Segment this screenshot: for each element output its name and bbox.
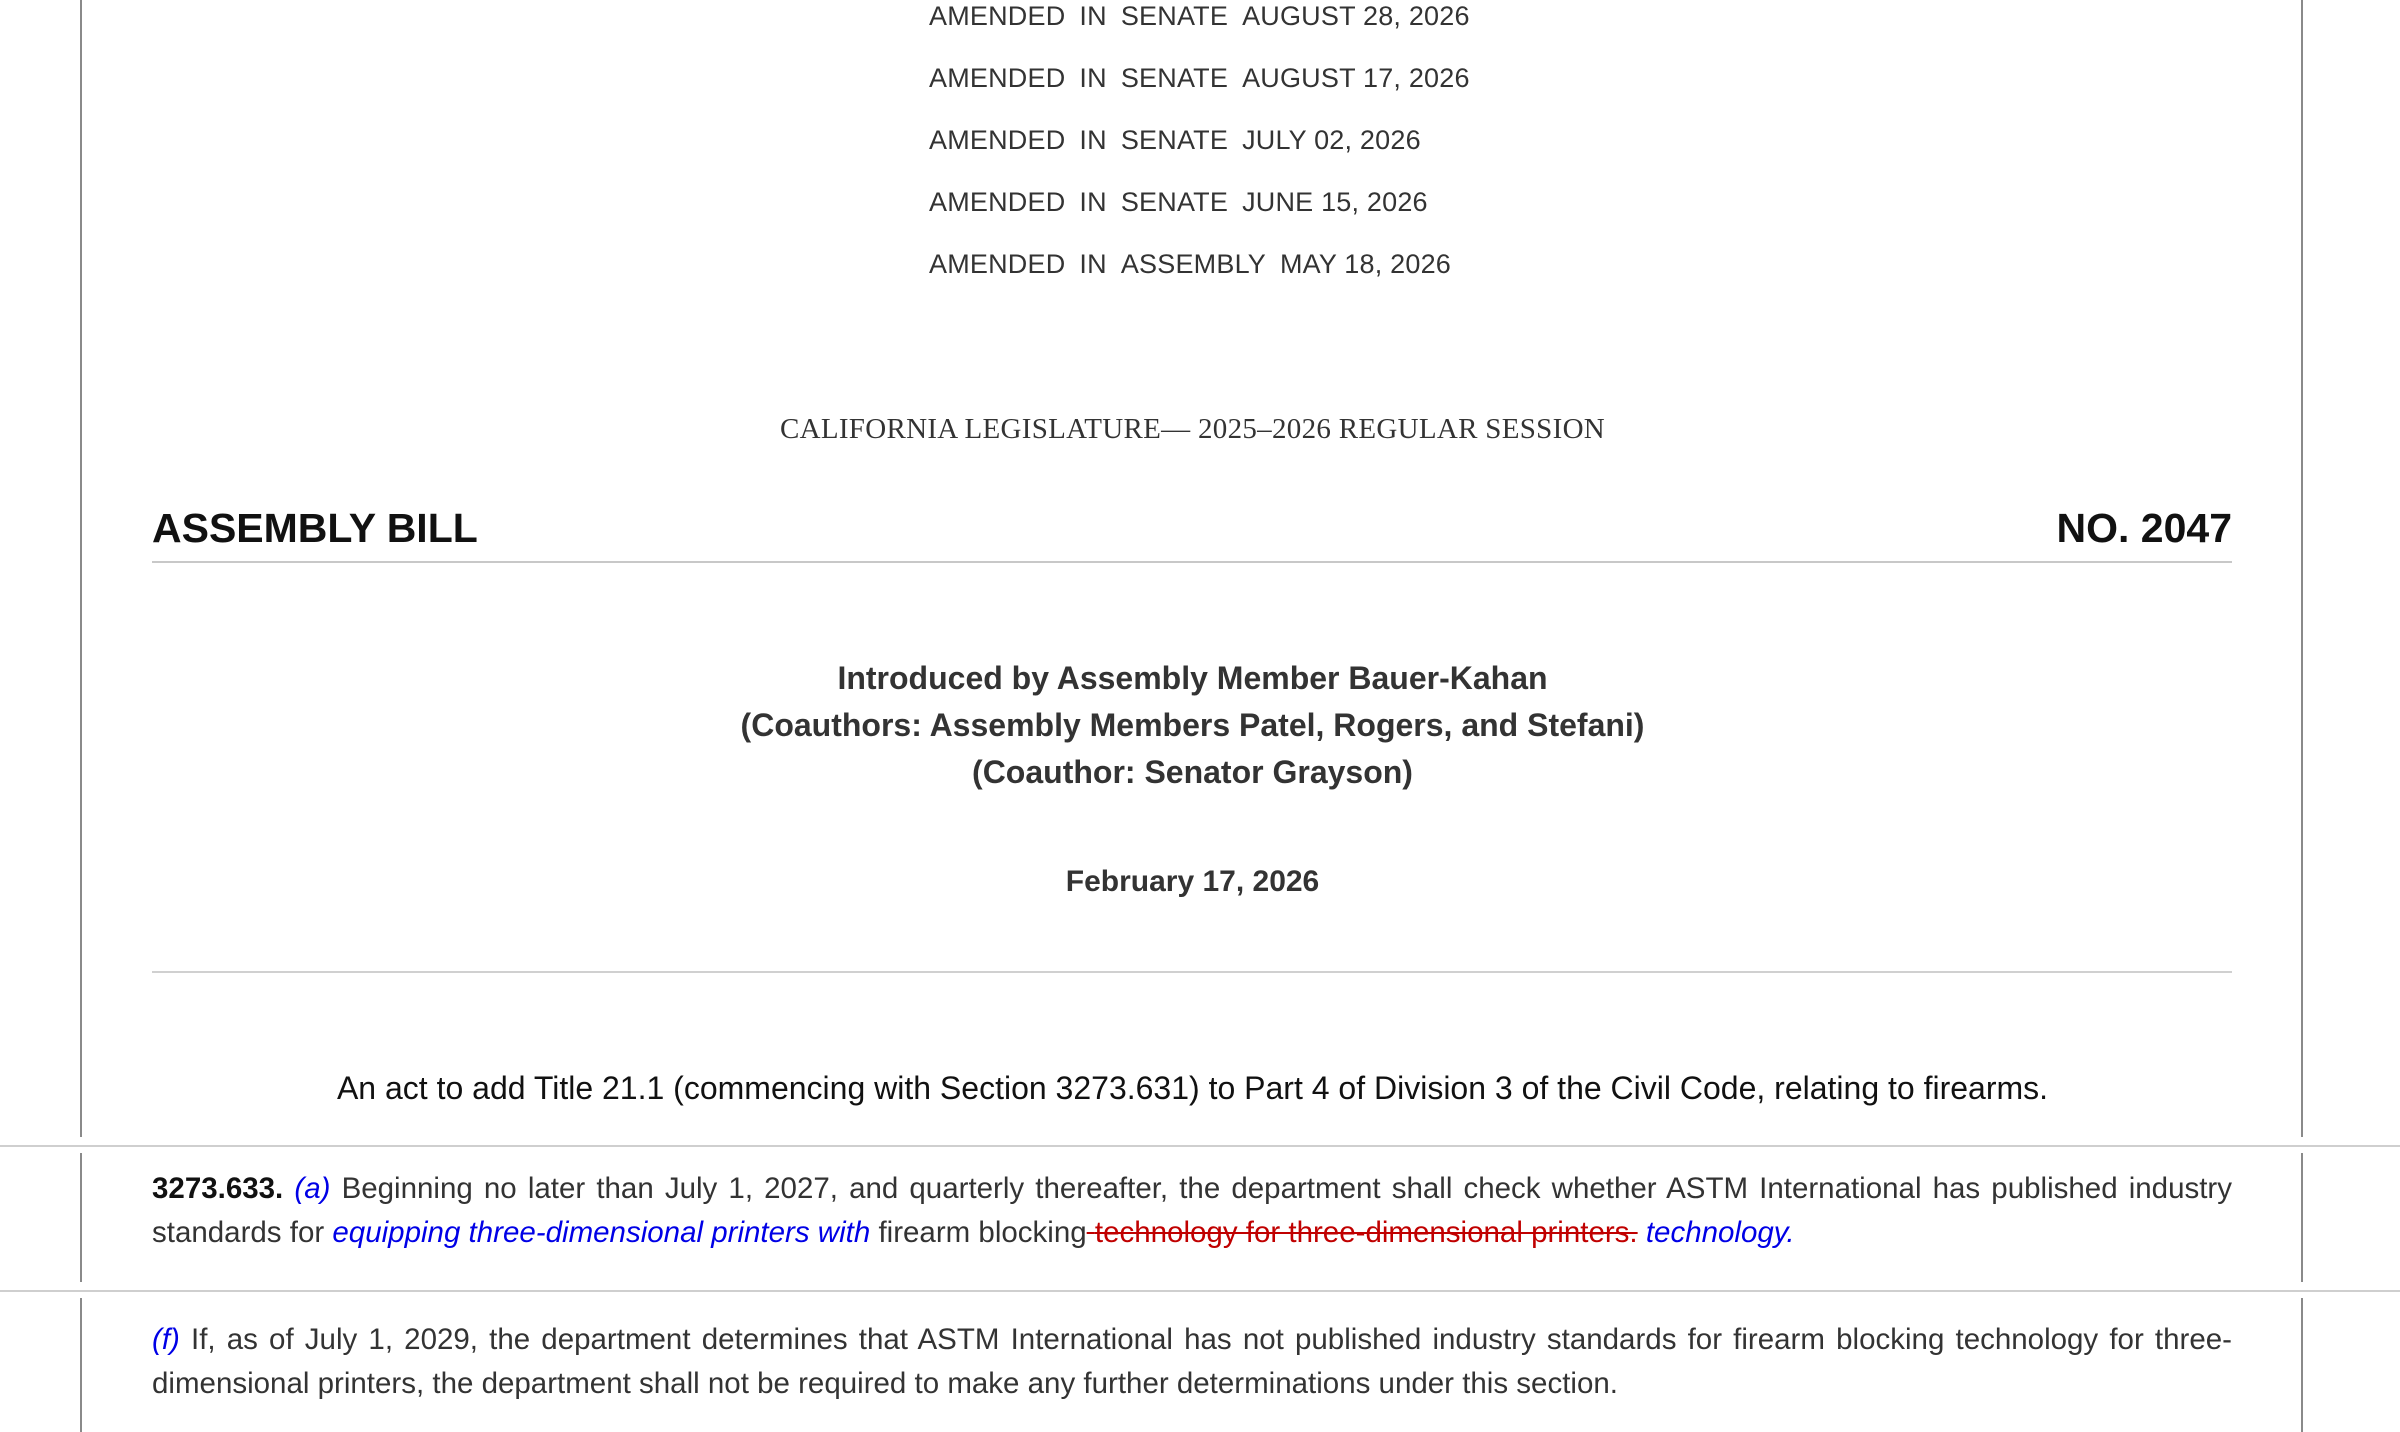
frame-left-line-top — [80, 0, 82, 1137]
in-word: IN — [1079, 187, 1107, 217]
frame-right-line-section-1 — [2301, 1153, 2303, 1282]
subdivision-f — [152, 1318, 2232, 1406]
amended-word: AMENDED — [929, 187, 1066, 217]
amendment-house: SENATE — [1120, 63, 1229, 93]
section-text: If, as of July 1, 2029, the department determines that ASTM International has not published industry standards for firearm blocking technology for three-dimensional printers, the department shall not be required to make any further determinations under this section. — [152, 1323, 2232, 1400]
introduced-by: Introduced by Assembly Member Bauer-Kahan — [837, 660, 1548, 696]
inserted-text: technology. — [1645, 1216, 1795, 1249]
amendment-line — [929, 125, 1421, 156]
amendment-date: AUGUST 28, 2026 — [1242, 1, 1470, 31]
amendment-date: JUNE 15, 2026 — [1242, 187, 1428, 217]
amendment-line — [929, 63, 1470, 94]
amended-word: AMENDED — [929, 1, 1066, 31]
section-separator — [0, 1290, 2400, 1292]
inserted-text: equipping three-dimensional printers with — [332, 1216, 871, 1249]
frame-left-line-section-2 — [80, 1298, 82, 1432]
section-text: firearm blocking — [878, 1216, 1087, 1249]
frame-left-line-section-1 — [80, 1153, 82, 1282]
deleted-text-content: technology for three-dimensional printers. — [1094, 1216, 1638, 1249]
in-word: IN — [1079, 125, 1107, 155]
amendment-date: MAY 18, 2026 — [1279, 249, 1452, 279]
frame-right-line-top — [2301, 0, 2303, 1137]
amendment-house: SENATE — [1120, 187, 1229, 217]
assembly-coauthors: (Coauthors: Assembly Members Patel, Rogers, and Stefani) — [740, 707, 1645, 743]
amended-word: AMENDED — [929, 63, 1066, 93]
bill-header — [152, 503, 2232, 563]
senate-coauthor: (Coauthor: Senator Grayson) — [972, 754, 1413, 790]
section-separator — [0, 1145, 2400, 1147]
in-word: IN — [1079, 249, 1107, 279]
subdivision-f-label: (f) — [152, 1323, 180, 1356]
frame-right-line-section-2 — [2301, 1298, 2303, 1432]
bill-type: ASSEMBLY BILL — [152, 505, 478, 551]
amendment-house: SENATE — [1120, 125, 1229, 155]
in-word: IN — [1079, 63, 1107, 93]
amended-word: AMENDED — [929, 125, 1066, 155]
legislative-session: CALIFORNIA LEGISLATURE— 2025–2026 REGULAR SESSION — [779, 413, 1606, 445]
amendment-house: ASSEMBLY — [1120, 249, 1266, 279]
subdivision-a-label: (a) — [294, 1172, 331, 1205]
amendment-line — [929, 249, 1451, 280]
amendment-line — [929, 187, 1428, 218]
act-title: An act to add Title 21.1 (commencing with Section 3273.631) to Part 4 of Division 3 of the Civil Code, relating to firearms. — [336, 1070, 2049, 1106]
amendment-date: JULY 02, 2026 — [1242, 125, 1421, 155]
introduced-date: February 17, 2026 — [1065, 865, 1320, 898]
amendment-house: SENATE — [1120, 1, 1229, 31]
section-3273-633 — [152, 1167, 2232, 1255]
deleted-text — [1087, 1216, 1638, 1249]
title-divider — [152, 971, 2232, 973]
amendment-date: AUGUST 17, 2026 — [1242, 63, 1470, 93]
section-text: Beginning no later than July 1, 2027, and quarterly thereafter, the department shall check whether ASTM International has published industry standards for — [152, 1172, 2233, 1249]
amendment-line — [929, 1, 1470, 32]
in-word: IN — [1079, 1, 1107, 31]
bill-authors — [0, 655, 2385, 796]
bill-number: NO. 2047 — [2056, 505, 2232, 551]
section-number: 3273.633. — [152, 1172, 284, 1205]
amended-word: AMENDED — [929, 249, 1066, 279]
